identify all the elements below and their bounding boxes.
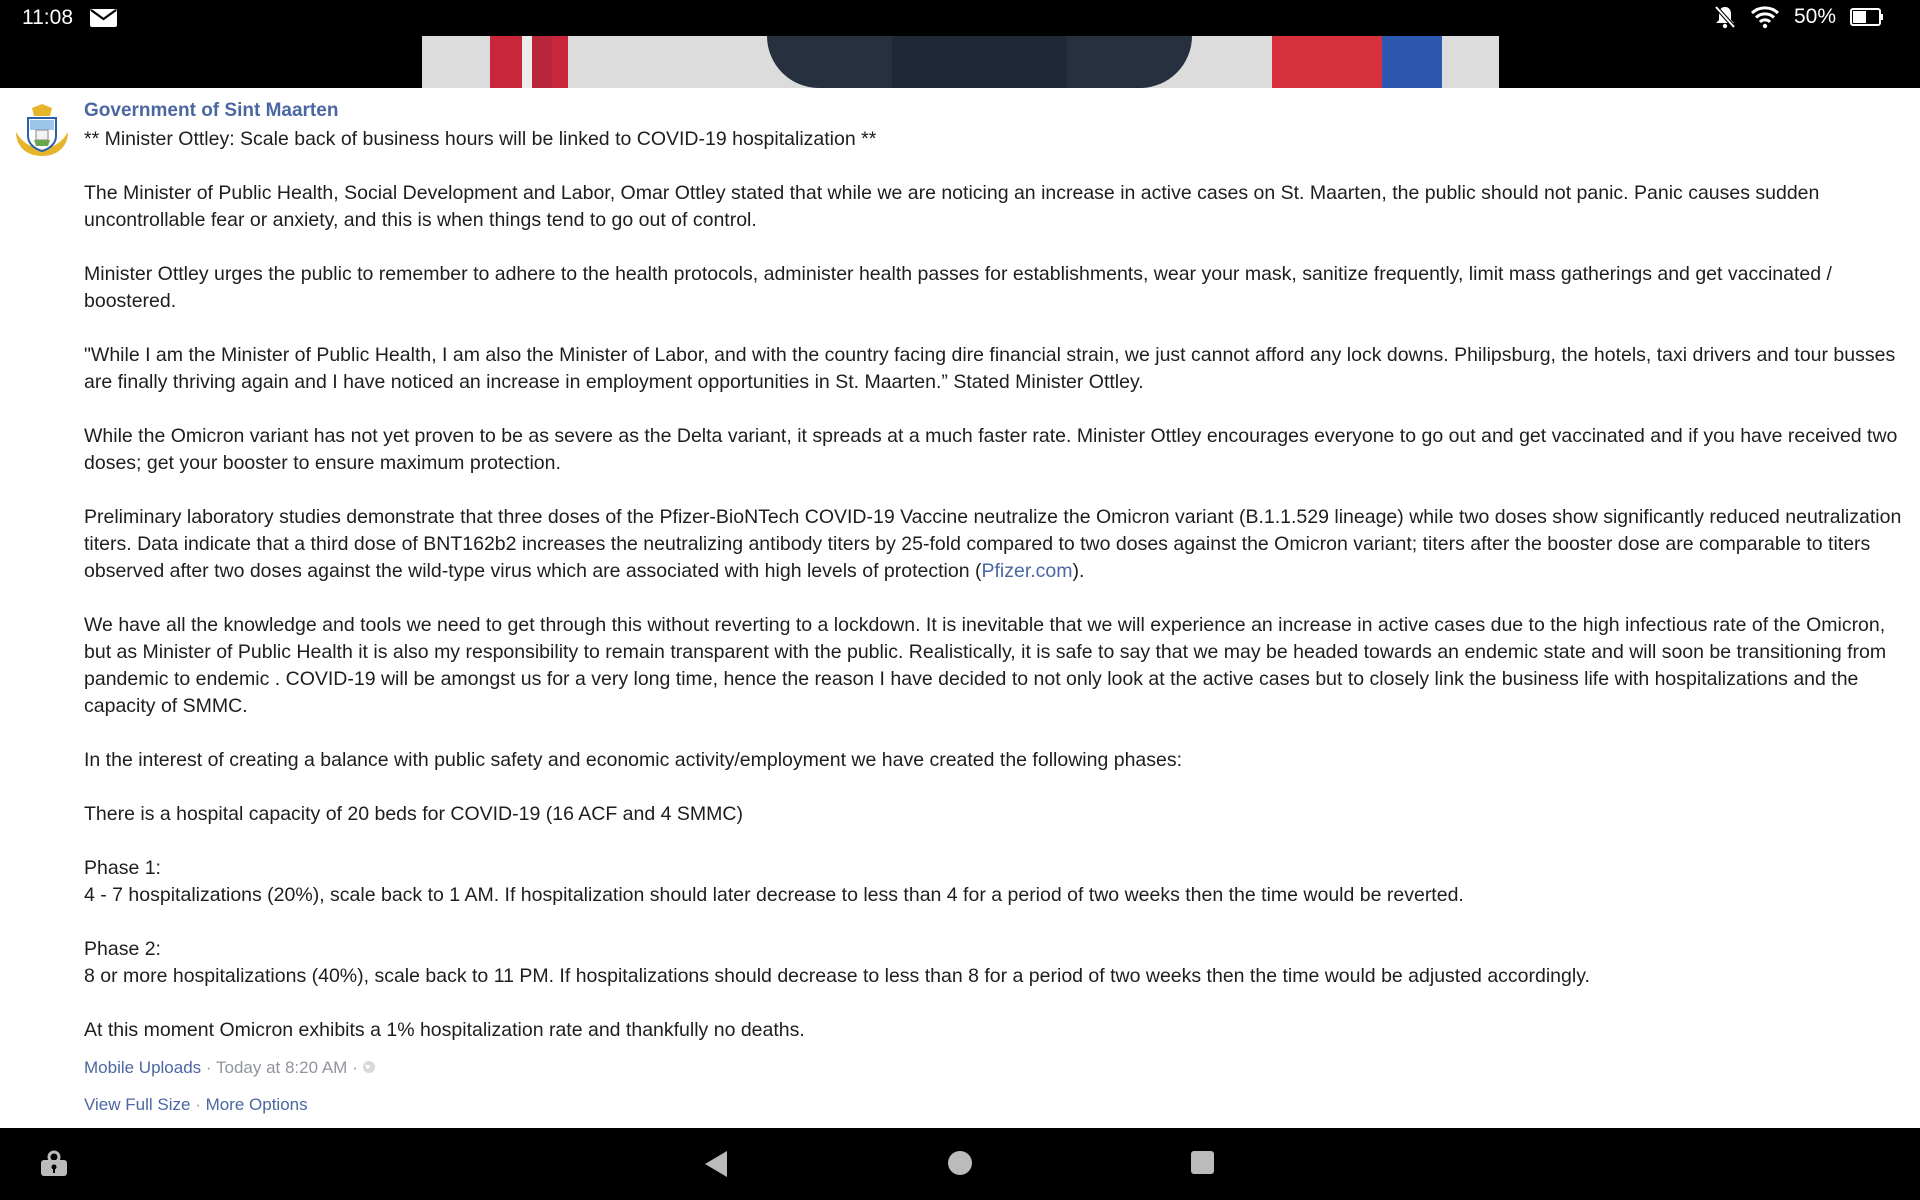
post-photo[interactable] bbox=[422, 36, 1499, 88]
post-author[interactable]: Government of Sint Maarten bbox=[84, 100, 339, 121]
post-timestamp: · Today at 8:20 AM · bbox=[201, 1058, 363, 1077]
government-crest-icon[interactable] bbox=[12, 102, 72, 162]
phase-1-heading: Phase 1: bbox=[84, 857, 161, 879]
post-paragraph: Minister Ottley urges the public to remember to adhere to the health protocols, administer health passes for establishments, wear your mask, sanitize frequently, limit mass gatherings and get vaccinated / boostered. bbox=[84, 263, 1838, 312]
mail-icon bbox=[90, 9, 117, 27]
post-paragraph: We have all the knowledge and tools we need to get through this without reverting to a lockdown. It is inevitable that we will experience an increase in active cases due to the high infectious rate of the Omicron, but as Minister of Public Health it is also my responsibility to remain transparent with the public. Realistically, it is safe to say that we may be headed towards an endemic state and will soon be transitioning from pandemic to endemic . COVID-19 will be amongst us for a very long time, hence the reason I have decided to not only look at the active cases but to closely link the business life with hospitalizations and the capacity of SMMC. bbox=[84, 614, 1892, 717]
recents-icon[interactable] bbox=[1191, 1151, 1214, 1174]
wifi-icon bbox=[1750, 5, 1780, 29]
post-actions bbox=[84, 1095, 308, 1115]
flag-left-stripe bbox=[522, 36, 532, 88]
back-icon[interactable] bbox=[703, 1149, 729, 1179]
album-link[interactable]: Mobile Uploads bbox=[84, 1058, 202, 1077]
post-paragraph: "While I am the Minister of Public Health, I am also the Minister of Labor, and with the country facing dire financial strain, we just cannot afford any lock downs. Philipsburg, the hotels, taxi drivers and tour busses are finally thriving again and I have noticed an increase in employment opportunities in St. Maarten.” Stated Minister Ottley. bbox=[84, 344, 1901, 393]
battery-icon bbox=[1850, 8, 1884, 26]
status-bar bbox=[0, 0, 1920, 36]
globe-icon bbox=[362, 1060, 376, 1074]
accessibility-icon[interactable] bbox=[38, 1148, 70, 1180]
person-suit-shade bbox=[892, 36, 1067, 88]
post-paragraph: The Minister of Public Health, Social Development and Labor, Omar Ottley stated that while we are noticing an increase in active cases on St. Maarten, the public should not panic. Panic causes sudden uncontrollable fear or anxiety, and this is when things tend to go out of control. bbox=[84, 182, 1825, 231]
post-paragraph-pfizer bbox=[84, 504, 1912, 585]
battery-percent: 50% bbox=[1793, 5, 1836, 28]
home-icon[interactable] bbox=[948, 1151, 972, 1175]
nav-bar bbox=[0, 1128, 1920, 1200]
phase-2-heading: Phase 2: bbox=[84, 938, 161, 960]
actions-separator: · bbox=[190, 1095, 206, 1114]
photo-band bbox=[0, 36, 1920, 88]
status-icons bbox=[1714, 5, 1884, 29]
post-paragraph: There is a hospital capacity of 20 beds for COVID-19 (16 ACF and 4 SMMC) bbox=[84, 803, 743, 825]
view-full-size-link[interactable]: View Full Size bbox=[84, 1095, 191, 1114]
flag-left-stripe2 bbox=[532, 36, 552, 88]
flag-right-red bbox=[1272, 36, 1382, 88]
post-paragraph: At this moment Omicron exhibits a 1% hospitalization rate and thankfully no deaths. bbox=[84, 1019, 805, 1041]
post-paragraph-suffix: ). bbox=[1072, 560, 1085, 582]
flag-right-blue bbox=[1382, 36, 1442, 88]
post-paragraph-text: Preliminary laboratory studies demonstrate that three doses of the Pfizer-BioNTech COVID-19 Vaccine neutralize the Omicron variant (B.1.1.529 lineage) while two doses show significantly reduced neutralization titers. Data indicate that a third dose of BNT162b2 increases the neutralizing antibody titers by 25-fold compared to two doses against the Omicron variant; titers after the booster dose are comparable to titers observed after two doses against the wild-type virus which are associated with high levels of protection ( bbox=[84, 506, 1907, 582]
post-paragraph: In the interest of creating a balance with public safety and economic activity/employment we have created the following phases: bbox=[84, 749, 1183, 771]
status-time: 11:08 bbox=[22, 6, 73, 29]
post-body bbox=[84, 126, 1912, 1071]
phase-1-detail: 4 - 7 hospitalizations (20%), scale back to 1 AM. If hospitalization should later decrease to less than 4 for a period of two weeks then the time would be reverted. bbox=[84, 884, 1464, 906]
post-headline: ** Minister Ottley: Scale back of business hours will be linked to COVID-19 hospitalization ** bbox=[84, 128, 877, 150]
phase-2-detail: 8 or more hospitalizations (40%), scale back to 11 PM. If hospitalizations should decrease to less than 8 for a period of two weeks then the time would be adjusted accordingly. bbox=[84, 965, 1590, 987]
do-not-disturb-icon bbox=[1714, 5, 1736, 29]
post bbox=[0, 88, 1920, 1128]
post-meta bbox=[84, 1058, 376, 1078]
more-options-link[interactable]: More Options bbox=[205, 1095, 308, 1114]
pfizer-link[interactable]: Pfizer.com bbox=[981, 560, 1073, 582]
post-paragraph: While the Omicron variant has not yet proven to be as severe as the Delta variant, it spreads at a much faster rate. Minister Ottley encourages everyone to go out and get vaccinated and if you have received two doses; get your booster to ensure maximum protection. bbox=[84, 425, 1903, 474]
